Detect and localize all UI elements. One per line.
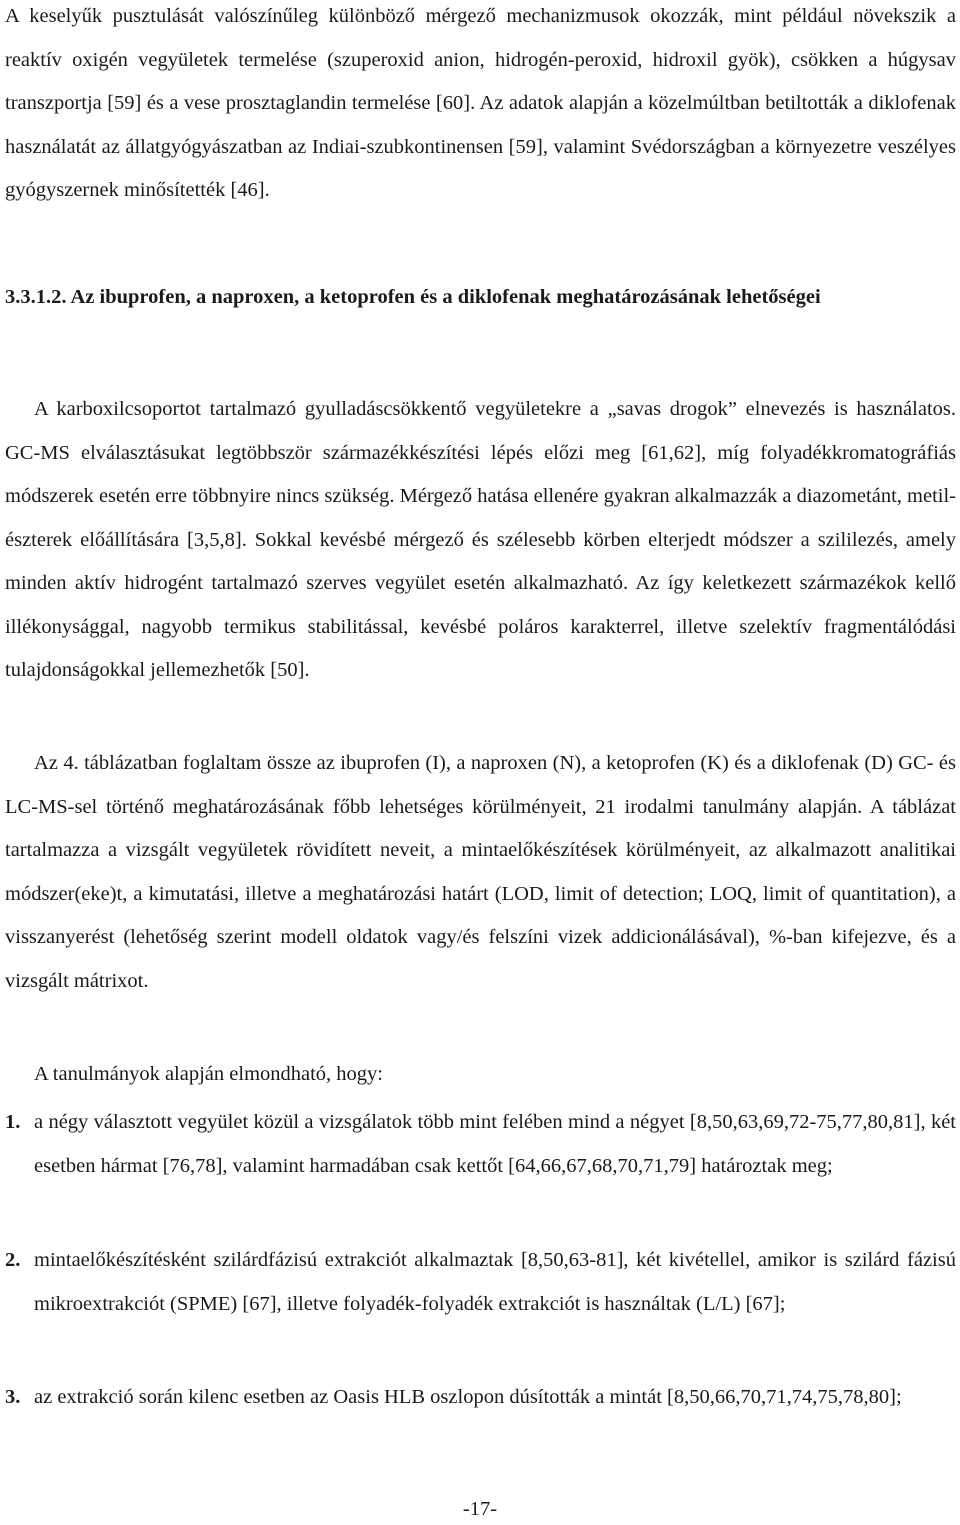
list-item: [5, 1376, 956, 1420]
list-item-text: a négy választott vegyület közül a vizsgálatok több mint felében mind a négyet [8,50,63,69,72-75,77,80,81], két esetben hármat [76,78], valamint harmadában csak kettőt [64,66,67,68,70,71,79] határoztak meg;: [34, 1111, 956, 1177]
section-heading: 3.3.1.2. Az ibuprofen, a naproxen, a ketoprofen és a diklofenak meghatározásának lehetőségei: [5, 286, 821, 308]
list-item-number: 2.: [5, 1249, 21, 1271]
list-item-number: 1.: [5, 1111, 21, 1133]
paragraph-studies-intro: A tanulmányok alapján elmondható, hogy:: [34, 1063, 384, 1085]
paragraph-vulture-mortality: A keselyűk pusztulását valószínűleg különböző mérgező mechanizmusok okozzák, mint például növekszik a reaktív oxigén vegyületek termelése (szuperoxid anion, hidrogén-peroxid, hidroxil gyök), csökken a húgysav transzportja [59] és a vese prosztaglandin termelése [60]. Az adatok alapján a közelmúltban betiltották a diklofenak használatát az állatgyógyászatban az Indiai-szubkontinensen [59], valamint Svédországban a környezetre veszélyes gyógyszernek minősítették [46].: [5, 5, 956, 201]
list-item-text: az extrakció során kilenc esetben az Oasis HLB oszlopon dúsították a mintát [8,50,66,70,71,74,75,78,80];: [34, 1386, 902, 1408]
paragraph-acidic-drugs: A karboxilcsoportot tartalmazó gyulladáscsökkentő vegyületekre a „savas drogok” elnevezés is használatos. GC-MS elválasztásukat legtöbbször származékkészítési lépés előzi meg [61,62], míg folyadékkromatográfiás módszerek esetén erre többnyire nincs szükség. Mérgező hatása ellenére gyakran alkalmazzák a diazometánt, metil-észterek előállítására [3,5,8]. Sokkal kevésbé mérgező és szélesebb körben elterjedt módszer a szililezés, amely minden aktív hidrogént tartalmazó szerves vegyület esetén alkalmazható. Az így keletkezett származékok kellő illékonysággal, nagyobb termikus stabilitással, kevésbé poláros karakterrel, illetve szelektív fragmentálódási tulajdonságokkal jellemezhetők [50].: [5, 398, 956, 681]
list-item-text: mintaelőkészítésként szilárdfázisú extrakciót alkalmaztak [8,50,63-81], két kivétellel, amikor is szilárd fázisú mikroextrakciót (SPME) [67], illetve folyadék-folyadék extrakciót is használtak (L/L) [67];: [34, 1249, 956, 1315]
list-item: [5, 1239, 956, 1326]
page-number: -17-: [462, 1498, 498, 1520]
paragraph-table-summary: Az 4. táblázatban foglaltam össze az ibuprofen (I), a naproxen (N), a ketoprofen (K) és a diklofenak (D) GC- és LC-MS-sel történő meghatározásának főbb lehetséges körülményeit, 21 irodalmi tanulmány alapján. A táblázat tartalmazza a vizsgált vegyületek rövidített neveit, a mintaelőkészítések körülményeit, az alkalmazott analitikai módszer(eke)t, a kimutatási, illetve a meghatározási határt (LOD, limit of detection; LOQ, limit of quantitation), a visszanyerést (lehetőség szerint modell oldatok vagy/és felszíni vizek addicionálásával), %-ban kifejezve, és a vizsgált mátrixot.: [5, 752, 956, 992]
list-item: [5, 1101, 956, 1188]
list-item-number: 3.: [5, 1386, 21, 1408]
